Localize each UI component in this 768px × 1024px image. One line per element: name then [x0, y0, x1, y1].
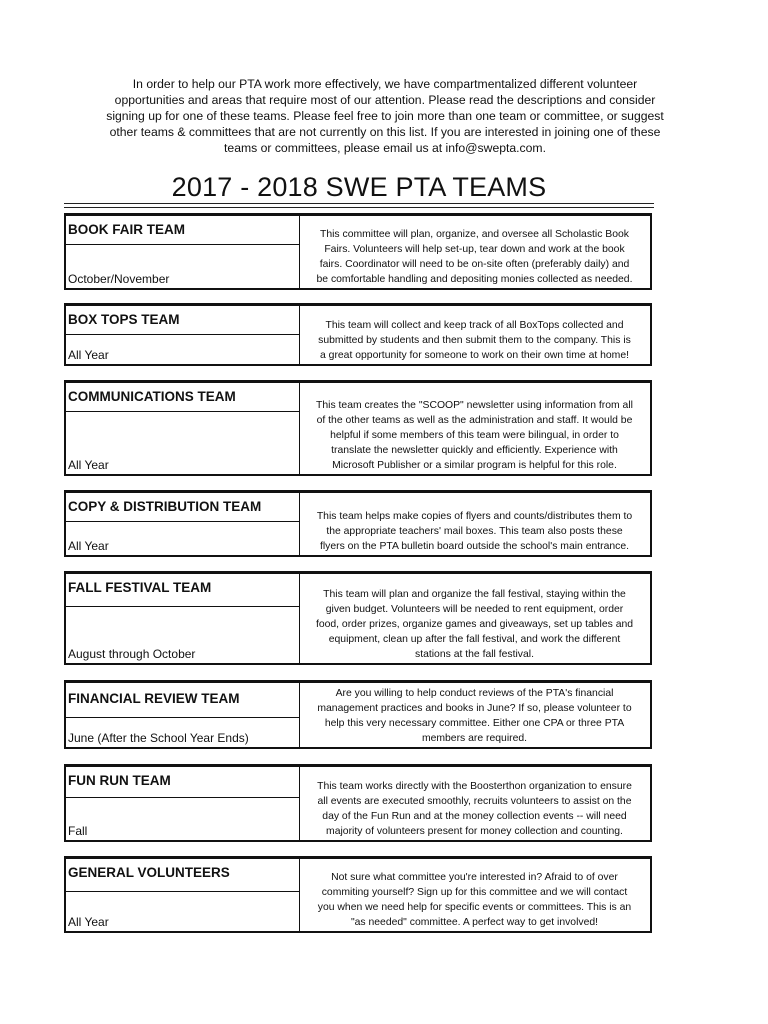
description-line: translate the newsletter quickly and efficiently. Experience with	[331, 445, 618, 456]
description-line: be comfortable handling and depositing monies collected as needed.	[316, 274, 633, 285]
divider	[66, 244, 299, 245]
description-line: given budget. Volunteers will be needed to rent equipment, order	[325, 604, 624, 615]
description-line: This team will collect and keep track of all BoxTops collected and	[325, 320, 624, 331]
team-description	[299, 216, 650, 288]
team-info-cell	[66, 383, 300, 474]
team-row-general-volunteers	[64, 856, 652, 933]
team-description	[299, 574, 650, 663]
team-info-cell	[66, 767, 300, 840]
team-timeframe: August through October	[68, 647, 196, 661]
team-row-book-fair	[64, 213, 652, 290]
team-row-fall-festival	[64, 571, 652, 665]
team-info-cell	[66, 574, 300, 663]
intro-paragraph	[60, 76, 710, 156]
team-description	[299, 683, 650, 747]
description-line: helpful if some members of this team were bilingual, in order to	[330, 430, 619, 441]
description-line: stations at the fall festival.	[415, 649, 534, 660]
description-line: you when we need help for specific events or committees. This is an	[317, 902, 632, 913]
divider	[66, 334, 299, 335]
divider	[66, 717, 299, 718]
team-description	[299, 859, 650, 931]
divider	[66, 891, 299, 892]
intro-line: other teams & committees that are not currently on this list. If you are interested in joining one of these	[109, 125, 661, 139]
team-name: COMMUNICATIONS TEAM	[68, 389, 236, 404]
team-description	[299, 767, 650, 840]
intro-line: In order to help our PTA work more effectively, we have compartmentalized different volunteer	[132, 77, 638, 91]
team-info-cell	[66, 859, 300, 931]
description-line: food, order prizes, organize games and giveaways, set up tables and	[315, 619, 634, 630]
team-description	[299, 306, 650, 364]
team-info-cell	[66, 216, 300, 288]
team-row-copy-distribution	[64, 490, 652, 557]
description-line: "as needed" committee. A perfect way to get involved!	[350, 917, 599, 928]
team-timeframe: All Year	[68, 458, 109, 472]
description-line: This team creates the "SCOOP" newsletter using information from all	[316, 400, 633, 411]
team-row-communications	[64, 380, 652, 476]
team-timeframe: October/November	[68, 272, 170, 286]
page-title: 2017 - 2018 SWE PTA TEAMS	[171, 172, 547, 202]
title-underline	[64, 207, 654, 208]
team-name: COPY & DISTRIBUTION TEAM	[68, 499, 262, 514]
team-description	[299, 493, 650, 555]
description-line: fairs. Coordinator will need to be on-site often (preferably daily) and	[319, 259, 630, 270]
team-timeframe: All Year	[68, 348, 109, 362]
divider	[66, 797, 299, 798]
title-underline	[64, 203, 654, 204]
team-info-cell	[66, 306, 300, 364]
description-line: members are required.	[421, 733, 528, 744]
team-name: BOOK FAIR TEAM	[68, 222, 185, 237]
description-line: This team works directly with the Boosterthon organization to ensure	[317, 781, 632, 792]
description-line: Not sure what committee you're interested in? Afraid to of over	[331, 872, 618, 883]
description-line: commiting yourself? Sign up for this committee and we will contact	[321, 887, 628, 898]
team-name: FALL FESTIVAL TEAM	[68, 580, 212, 595]
team-name: FINANCIAL REVIEW TEAM	[68, 691, 240, 706]
description-line: of the other teams as well as the administration and staff. It would be	[316, 415, 633, 426]
description-line: the appropriate teachers' mail boxes. This team also posts these	[326, 526, 623, 537]
description-line: day of the Fun Run and at the money collection events -- will need	[322, 811, 627, 822]
intro-line: teams or committees, please email us at info@swepta.com.	[224, 141, 546, 155]
description-line: all events are executed smoothly, recruits volunteers to assist on the	[317, 796, 632, 807]
divider	[66, 521, 299, 522]
team-description	[299, 383, 650, 474]
team-info-cell	[66, 493, 300, 555]
description-line: This team helps make copies of flyers and counts/distributes them to	[316, 511, 633, 522]
team-row-fun-run	[64, 764, 652, 842]
description-line: majority of volunteers present for money collection and counting.	[326, 826, 623, 837]
description-line: management practices and books in June? If so, please volunteer to	[317, 703, 632, 714]
description-line: This committee will plan, organize, and oversee all Scholastic Book	[320, 229, 629, 240]
team-info-cell	[66, 683, 300, 747]
team-row-box-tops	[64, 303, 652, 366]
description-line: Microsoft Publisher or a similar program is helpful for this role.	[332, 460, 617, 471]
team-name: BOX TOPS TEAM	[68, 312, 180, 327]
team-timeframe: June (After the School Year Ends)	[68, 731, 249, 745]
team-timeframe: Fall	[68, 824, 88, 838]
team-row-financial-review	[64, 680, 652, 749]
description-line: Are you willing to help conduct reviews of the PTA's financial	[335, 688, 614, 699]
divider	[66, 411, 299, 412]
description-line: flyers on the PTA bulletin board outside the school's main entrance.	[319, 541, 630, 552]
intro-line: opportunities and areas that require most of our attention. Please read the descriptions and consider	[114, 93, 656, 107]
description-line: a great opportunity for someone to work on their own time at home!	[320, 350, 629, 361]
team-name: GENERAL VOLUNTEERS	[68, 865, 230, 880]
description-line: help this very necessary committee. Either one CPA or three PTA	[324, 718, 625, 729]
team-timeframe: All Year	[68, 915, 109, 929]
description-line: This team will plan and organize the fall festival, staying within the	[323, 589, 626, 600]
team-name: FUN RUN TEAM	[68, 773, 171, 788]
intro-line: signing up for one of these teams. Please feel free to join more than one team or committee, or suggest	[106, 109, 664, 123]
divider	[66, 606, 299, 607]
description-line: equipment, clean up after the fall festival, and work the different	[328, 634, 621, 645]
description-line: submitted by students and then submit them to the company. This is	[318, 335, 631, 346]
team-timeframe: All Year	[68, 539, 109, 553]
description-line: Fairs. Volunteers will help set-up, tear down and work at the book	[324, 244, 625, 255]
